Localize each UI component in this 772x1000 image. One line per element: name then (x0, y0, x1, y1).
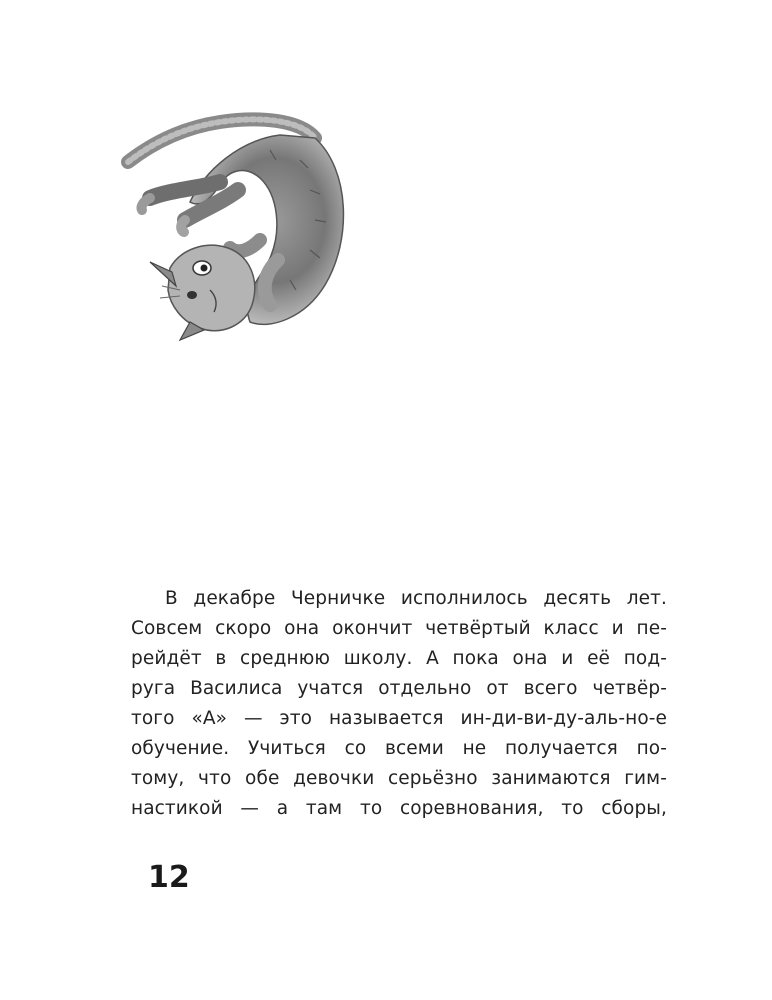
page-number: 12 (148, 860, 190, 895)
text-line: В декабре Черничке исполнилось десять лет. (165, 588, 667, 609)
story-paragraph (131, 584, 667, 824)
text-line: тому, что обе девочки серьёзно занимаются гим- (131, 768, 667, 789)
curled-cat-illustration-icon (110, 90, 370, 350)
text-line: Совсем скоро она окончит четвёртый класс и пе- (131, 618, 667, 639)
text-line: настикой — а там то соревнования, то сборы, (131, 798, 667, 819)
text-line: руга Василиса учатся отдельно от всего четвёр- (131, 678, 667, 699)
text-line: обучение. Учиться со всеми не получается по- (131, 738, 667, 759)
text-line: рейдёт в среднюю школу. А пока она и её под- (131, 648, 667, 669)
text-line: того «А» — это называется ин-ди-ви-ду-аль-но-е (131, 708, 667, 729)
